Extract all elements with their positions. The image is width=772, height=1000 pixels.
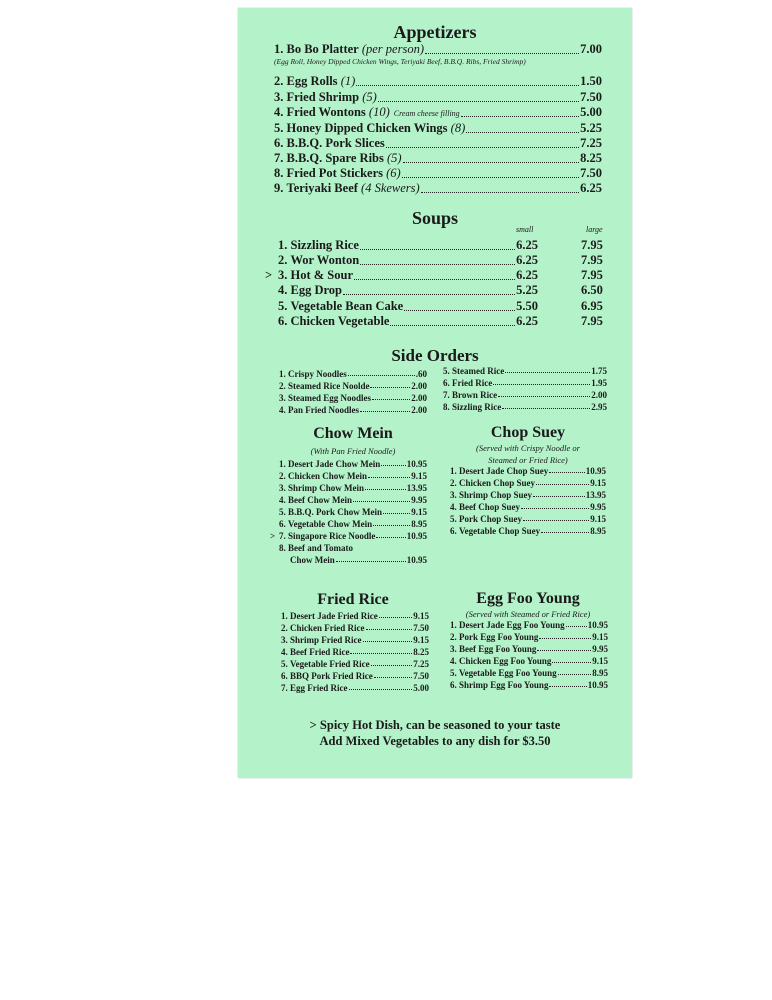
- dot-leader: [371, 664, 413, 666]
- dot-leader: [536, 483, 589, 485]
- menu-item-row: [279, 483, 427, 493]
- dot-leader: [502, 407, 590, 409]
- dot-leader: [523, 519, 589, 521]
- item-price: 5.25: [580, 121, 602, 135]
- dot-leader: [461, 115, 579, 117]
- dot-leader: [541, 531, 589, 533]
- item-number: 4.: [274, 105, 287, 119]
- spicy-note: > Spicy Hot Dish, can be seasoned to your taste: [309, 718, 561, 732]
- item-price: 10.95: [587, 680, 608, 690]
- item-number: 5.: [279, 507, 288, 517]
- dot-leader: [558, 673, 592, 675]
- item-number: 7.: [443, 390, 452, 400]
- soup-small-price: 6.25: [516, 238, 538, 252]
- menu-item-row: [450, 632, 608, 642]
- dot-leader: [365, 488, 406, 490]
- menu-item-row: [274, 181, 602, 196]
- menu-item-row: [450, 620, 608, 630]
- dot-leader: [360, 263, 515, 265]
- item-name: Desert Jade Egg Foo Young: [459, 620, 565, 630]
- item-number: 2.: [450, 478, 459, 488]
- menu-item-row: [450, 514, 606, 524]
- item-price: 8.95: [592, 668, 608, 678]
- dot-leader: [552, 661, 591, 663]
- item-price: 10.95: [406, 555, 427, 565]
- item-price: 7.25: [580, 136, 602, 150]
- menu-item-row: [450, 466, 606, 476]
- dot-leader: [402, 176, 579, 178]
- item-price: 6.25: [580, 181, 602, 195]
- soup-small-price: 6.25: [516, 268, 538, 282]
- item-number: 2.: [279, 381, 288, 391]
- item-name: BBQ Pork Fried Rice: [290, 671, 373, 681]
- dot-leader: [390, 324, 515, 326]
- dot-leader: [353, 500, 410, 502]
- menu-item-row: [274, 121, 602, 136]
- item-price: 9.15: [590, 478, 606, 488]
- menu-item-row: [279, 507, 427, 517]
- item-price: 9.15: [413, 611, 429, 621]
- item-price: 13.95: [585, 490, 606, 500]
- item-name: Shrimp Fried Rice: [290, 635, 362, 645]
- item-price: 9.15: [592, 632, 608, 642]
- item-number: 2.: [274, 74, 287, 88]
- menu-item-row: [450, 656, 608, 666]
- item-number: 7.: [281, 683, 290, 693]
- item-price: 1.50: [580, 74, 602, 88]
- item-number: 1.: [450, 620, 459, 630]
- menu-item-row: [279, 495, 427, 505]
- item-number: 5.: [450, 514, 459, 524]
- item-name: Egg Fried Rice: [290, 683, 348, 693]
- item-name: Chicken Chop Suey: [459, 478, 536, 488]
- dot-leader: [498, 395, 590, 397]
- soup-large-price: 7.95: [581, 268, 603, 282]
- soup-row: [278, 283, 538, 298]
- item-quantity: (4 Skewers): [357, 181, 420, 195]
- item-price: 5.00: [413, 683, 429, 693]
- item-number: 1.: [450, 466, 459, 476]
- item-price: 10.95: [587, 620, 608, 630]
- soups-large-column-label: large: [586, 225, 603, 234]
- item-number: 6.: [274, 136, 287, 150]
- dot-leader: [366, 628, 413, 630]
- item-name: Fried Wontons: [286, 105, 366, 119]
- item-number: 1.: [281, 611, 290, 621]
- menu-item-row: [274, 90, 602, 105]
- item-name: Egg Drop: [290, 283, 343, 297]
- dot-leader: [403, 161, 580, 163]
- item-name: Pork Chop Suey: [459, 514, 523, 524]
- item-number: 1.: [279, 459, 288, 469]
- item-price: 9.95: [411, 495, 427, 505]
- dot-leader: [549, 685, 586, 687]
- item-price: 7.00: [580, 42, 602, 56]
- item-price: 9.15: [411, 507, 427, 517]
- soup-small-price: 5.50: [516, 299, 538, 313]
- dot-leader: [360, 410, 410, 412]
- item-name: Beef Fried Rice: [290, 647, 350, 657]
- item-price: 9.15: [592, 656, 608, 666]
- chop-suey-heading: Chop Suey: [490, 424, 566, 441]
- dot-leader: [374, 676, 413, 678]
- item-name: Sizzling Rice: [290, 238, 359, 252]
- menu-item-row: [279, 459, 427, 469]
- dot-leader: [349, 688, 413, 690]
- menu-item-row: [281, 659, 429, 669]
- item-number: 5.: [443, 366, 452, 376]
- item-number: 3.: [450, 644, 459, 654]
- item-price: 9.15: [413, 635, 429, 645]
- item-number: 1.: [278, 238, 291, 252]
- item-price: 10.95: [585, 466, 606, 476]
- item-name: Chicken Egg Foo Young: [459, 656, 552, 666]
- dot-leader: [363, 640, 413, 642]
- soup-row: [278, 268, 538, 283]
- spicy-marker: >: [270, 531, 276, 541]
- soup-large-price: 6.95: [581, 299, 603, 313]
- dot-leader: [370, 386, 410, 388]
- chop-suey-subtitle-line1: (Served with Crispy Noodle or: [476, 443, 580, 453]
- egg-foo-young-subtitle: (Served with Steamed or Fried Rice): [465, 609, 591, 619]
- item-number: 6.: [450, 680, 459, 690]
- item-price: 5.00: [580, 105, 602, 119]
- item-price: 8.95: [411, 519, 427, 529]
- dot-leader: [356, 84, 579, 86]
- item-price: 10.95: [406, 531, 427, 541]
- menu-item-row: [279, 471, 427, 481]
- item-name: Chow Mein: [290, 555, 335, 565]
- item-name: Chicken Fried Rice: [290, 623, 365, 633]
- dot-leader: [421, 191, 579, 193]
- item-price: 8.25: [413, 647, 429, 657]
- item-name: Beef Egg Foo Young: [459, 644, 537, 654]
- soup-large-price: 7.95: [581, 238, 603, 252]
- menu-item-row: [274, 42, 602, 57]
- bo-bo-platter-contents: (Egg Roll, Honey Dipped Chicken Wings, Teriyaki Beef, B.B.Q. Ribs, Fried Shrimp): [274, 57, 526, 66]
- item-name: Fried Rice: [452, 378, 493, 388]
- menu-item-row: [450, 644, 608, 654]
- dot-leader: [343, 293, 515, 295]
- menu-item-row: [279, 393, 427, 403]
- item-name: Wor Wonton: [290, 253, 360, 267]
- menu-item-row: [279, 543, 353, 553]
- item-name: Pork Egg Foo Young: [459, 632, 539, 642]
- item-number: 4.: [281, 647, 290, 657]
- item-quantity: (1): [337, 74, 356, 88]
- menu-item-row: [450, 526, 606, 536]
- menu-item-row: [274, 166, 602, 181]
- item-name: Brown Rice: [452, 390, 498, 400]
- item-price: 7.25: [413, 659, 429, 669]
- item-name: Bo Bo Platter: [286, 42, 359, 56]
- menu-item-row: [274, 105, 602, 120]
- menu-item-row: [281, 647, 429, 657]
- item-price: 2.00: [591, 390, 607, 400]
- menu-item-row: [279, 519, 427, 529]
- dot-leader: [537, 649, 591, 651]
- item-price: 9.95: [592, 644, 608, 654]
- item-number: 6.: [278, 314, 291, 328]
- item-price: 1.95: [591, 378, 607, 388]
- item-price: .60: [415, 369, 427, 379]
- egg-foo-young-heading: Egg Foo Young: [476, 590, 580, 607]
- menu-item-row: [279, 381, 427, 391]
- item-price: 8.25: [580, 151, 602, 165]
- dot-leader: [404, 309, 515, 311]
- spicy-marker: >: [265, 268, 273, 282]
- item-number: 4.: [278, 283, 291, 297]
- item-name: Hot & Sour: [290, 268, 353, 282]
- item-name: Steamed Rice: [452, 366, 505, 376]
- item-name: Pan Fried Noodles: [288, 405, 359, 415]
- dot-leader: [425, 52, 579, 54]
- item-name: Chicken Vegetable: [290, 314, 390, 328]
- menu-item-row: [450, 680, 608, 690]
- soup-small-price: 6.25: [516, 314, 538, 328]
- menu-item-row: [450, 668, 608, 678]
- dot-leader: [386, 146, 579, 148]
- side-orders-heading: Side Orders: [391, 346, 479, 365]
- item-name: Chicken Chow Mein: [288, 471, 368, 481]
- item-price: 7.50: [413, 623, 429, 633]
- soup-row: [278, 299, 538, 314]
- dot-leader: [566, 625, 587, 627]
- menu-item-row: [279, 369, 427, 379]
- menu-item-row: [281, 611, 429, 621]
- item-name: Steamed Egg Noodles: [288, 393, 371, 403]
- item-number: 3.: [274, 90, 287, 104]
- item-name: Egg Rolls: [286, 74, 338, 88]
- item-price: 13.95: [406, 483, 427, 493]
- item-name: B.B.Q. Pork Slices: [286, 136, 385, 150]
- item-price: 2.00: [411, 381, 427, 391]
- menu-item-row: [281, 671, 429, 681]
- item-name: Crispy Noodles: [288, 369, 347, 379]
- item-price: 7.50: [580, 166, 602, 180]
- dot-leader: [539, 637, 591, 639]
- item-number: 2.: [281, 623, 290, 633]
- soup-small-price: 6.25: [516, 253, 538, 267]
- item-name: Fried Shrimp: [286, 90, 360, 104]
- menu-item-row: [274, 151, 602, 166]
- soup-large-price: 7.95: [581, 314, 603, 328]
- dot-leader: [350, 652, 412, 654]
- dot-leader: [373, 524, 410, 526]
- menu-item-row: [450, 490, 606, 500]
- chop-suey-subtitle-line2: Steamed or Fried Rice): [488, 455, 568, 465]
- menu-item-row: [290, 555, 427, 565]
- soups-heading: Soups: [411, 208, 459, 228]
- item-name: Vegetable Chop Suey: [459, 526, 541, 536]
- item-price: 9.15: [590, 514, 606, 524]
- item-name: Beef Chop Suey: [459, 502, 521, 512]
- menu-item-row: [450, 478, 606, 488]
- item-number: 7.: [274, 151, 287, 165]
- menu-item-row: [450, 502, 606, 512]
- soup-row: [278, 253, 538, 268]
- soup-large-price: 7.95: [581, 253, 603, 267]
- item-number: 6.: [443, 378, 452, 388]
- item-name: Steamed Rice Noolde: [288, 381, 370, 391]
- item-price: 7.50: [413, 671, 429, 681]
- menu-item-row: [443, 402, 607, 412]
- item-number: 3.: [281, 635, 290, 645]
- dot-leader: [372, 398, 410, 400]
- item-number: 8.: [443, 402, 452, 412]
- dot-leader: [378, 100, 579, 102]
- menu-page: [238, 8, 632, 778]
- dot-leader: [360, 248, 515, 250]
- item-quantity: (10): [365, 105, 390, 119]
- item-name: B.B.Q. Pork Chow Mein: [288, 507, 383, 517]
- fried-rice-heading: Fried Rice: [317, 591, 389, 608]
- item-number: 4.: [279, 495, 288, 505]
- item-number: 6.: [279, 519, 288, 529]
- menu-item-row: [274, 136, 602, 151]
- item-price: 2.00: [411, 393, 427, 403]
- item-price: 2.95: [591, 402, 607, 412]
- dot-leader: [505, 371, 590, 373]
- appetizers-heading: Appetizers: [393, 22, 477, 42]
- item-number: 6.: [281, 671, 290, 681]
- menu-item-row: [443, 390, 607, 400]
- item-name: Fried Pot Stickers: [286, 166, 384, 180]
- item-name: Desert Jade Fried Rice: [290, 611, 378, 621]
- item-name: Singapore Rice Noodle: [288, 531, 376, 541]
- soup-small-price: 5.25: [516, 283, 538, 297]
- item-number: 7.: [279, 531, 288, 541]
- item-price: 1.75: [591, 366, 607, 376]
- item-note: Cream cheese filling: [393, 109, 460, 118]
- menu-item-row: [443, 378, 607, 388]
- dot-leader: [521, 507, 589, 509]
- item-price: 10.95: [406, 459, 427, 469]
- dot-leader: [348, 374, 415, 376]
- menu-item-row: [281, 683, 429, 693]
- item-price: 9.95: [590, 502, 606, 512]
- item-number: 4.: [450, 502, 459, 512]
- item-name: Teriyaki Beef: [286, 181, 358, 195]
- item-number: 5.: [274, 121, 287, 135]
- item-name: Beef and Tomato: [288, 543, 354, 553]
- soup-large-price: 6.50: [581, 283, 603, 297]
- item-number: 5.: [450, 668, 459, 678]
- item-number: 4.: [450, 656, 459, 666]
- item-number: 5.: [278, 299, 291, 313]
- dot-leader: [354, 278, 515, 280]
- soup-row: [278, 314, 538, 329]
- item-price: 8.95: [590, 526, 606, 536]
- item-name: Shrimp Chop Suey: [459, 490, 533, 500]
- item-number: 1.: [274, 42, 287, 56]
- item-name: Sizzling Rice: [452, 402, 502, 412]
- item-number: 3.: [279, 393, 288, 403]
- mixed-vegetables-note: Add Mixed Vegetables to any dish for $3.50: [319, 734, 551, 748]
- soup-row: [278, 238, 538, 253]
- dot-leader: [549, 471, 585, 473]
- item-number: 3.: [450, 490, 459, 500]
- item-name: Beef Chow Mein: [288, 495, 352, 505]
- item-number: 6.: [450, 526, 459, 536]
- menu-item-row: [279, 531, 427, 541]
- dot-leader: [383, 512, 410, 514]
- dot-leader: [336, 560, 406, 562]
- item-name: Shrimp Chow Mein: [288, 483, 365, 493]
- dot-leader: [533, 495, 585, 497]
- dot-leader: [381, 464, 406, 466]
- item-quantity: (8): [447, 121, 466, 135]
- dot-leader: [466, 131, 579, 133]
- dot-leader: [376, 536, 405, 538]
- item-number: 9.: [274, 181, 287, 195]
- menu-item-row: [281, 635, 429, 645]
- chow-mein-subtitle: (With Pan Fried Noodle): [310, 446, 396, 456]
- chow-mein-heading: Chow Mein: [313, 425, 393, 442]
- item-quantity: (5): [383, 151, 402, 165]
- item-number: 8.: [279, 543, 288, 553]
- item-number: 2.: [450, 632, 459, 642]
- menu-item-row: [274, 74, 602, 89]
- dot-leader: [379, 616, 413, 618]
- item-name: Vegetable Chow Mein: [288, 519, 373, 529]
- item-name: Desert Jade Chow Mein: [288, 459, 381, 469]
- menu-item-row: [279, 405, 427, 415]
- item-price: 2.00: [411, 405, 427, 415]
- item-name: Honey Dipped Chicken Wings: [286, 121, 448, 135]
- item-number: 5.: [281, 659, 290, 669]
- item-name: Vegetable Bean Cake: [290, 299, 404, 313]
- item-price: 9.15: [411, 471, 427, 481]
- item-number: 2.: [279, 471, 288, 481]
- item-number: 3.: [279, 483, 288, 493]
- item-name: Vegetable Egg Foo Young: [459, 668, 557, 678]
- item-quantity: (per person): [358, 42, 424, 56]
- item-number: 2.: [278, 253, 291, 267]
- soups-small-column-label: small: [516, 225, 534, 234]
- menu-item-row: [443, 366, 607, 376]
- item-name: B.B.Q. Spare Ribs: [286, 151, 384, 165]
- item-number: 4.: [279, 405, 288, 415]
- item-quantity: (6): [383, 166, 401, 180]
- dot-leader: [368, 476, 410, 478]
- dot-leader: [493, 383, 590, 385]
- item-name: Shrimp Egg Foo Young: [459, 680, 549, 690]
- item-number: 8.: [274, 166, 287, 180]
- item-number: 1.: [279, 369, 288, 379]
- item-name: Desert Jade Chop Suey: [459, 466, 549, 476]
- item-number: 3.: [278, 268, 291, 282]
- item-quantity: (5): [359, 90, 377, 104]
- item-name: Vegetable Fried Rice: [290, 659, 370, 669]
- menu-item-row: [281, 623, 429, 633]
- item-price: 7.50: [580, 90, 602, 104]
